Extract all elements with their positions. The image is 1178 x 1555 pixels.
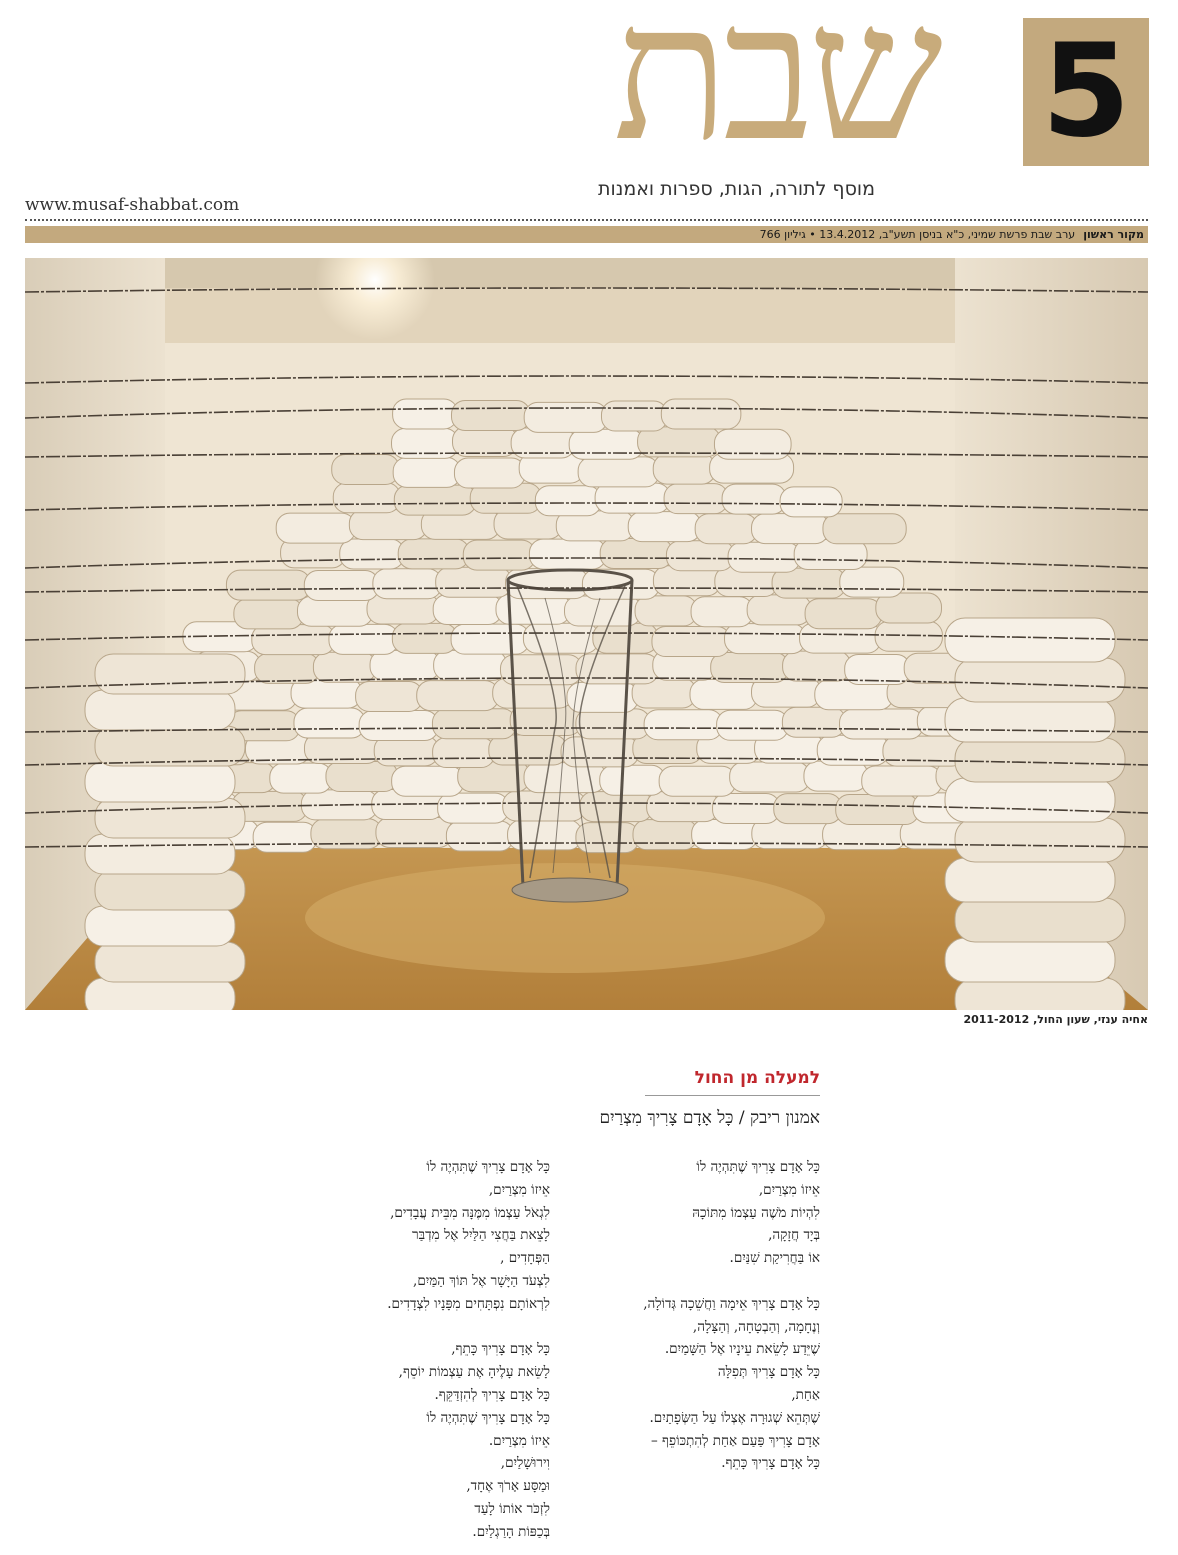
website-link[interactable]: www.musaf-shabbat.com bbox=[25, 195, 240, 215]
poem-line: כָּל אָדָם צָרִיךְ שֶׁתִּהְיֶה לוֹ bbox=[696, 1159, 820, 1175]
poem-line: אוֹ בַּחֲרִיקַת שִׁנַּיִם. bbox=[729, 1250, 820, 1267]
poem-line: הַפְּחָדִים , bbox=[500, 1250, 550, 1267]
masthead bbox=[0, 0, 1178, 241]
poem-heading: אמנון ריבק / כָּל אָדָם צָרִיךְ מִצְרַיִם bbox=[599, 1108, 820, 1128]
poem-line: כָּל אָדָם צָרִיךְ שֶׁתִּהְיֶה לוֹ bbox=[426, 1409, 550, 1426]
dateline-bar bbox=[25, 226, 1148, 243]
poem-line: וּמַסָּע אָרֹךְ אֶחָד, bbox=[466, 1478, 550, 1495]
poem-line: וְנֶחָמָה, וְהַבְטָחָה, וְהַצָּלָה, bbox=[692, 1318, 820, 1335]
poem-line: לָשֵׂאת עָלֶיהָ אֶת עַצְמוֹת יוֹסֵף, bbox=[398, 1364, 550, 1381]
poem-line: שֶׁיֵּדַע לָשֵׂאת עֵינָיו אֶל הַשָּׁמַיִם. bbox=[664, 1341, 820, 1358]
poem-line: לִהְיוֹת מֹשֶׁה עַצְמוֹ מִתּוֹכָהּ bbox=[692, 1204, 820, 1221]
poem-line: לָצֵאת בַּחֲצִי הַלַּיִל אֶל מִדְבַּר bbox=[412, 1227, 550, 1244]
poem-line: בְּכַפּוֹת הָרַגְלַיִם. bbox=[472, 1523, 550, 1540]
poem-line: כָּל אָדָם צָרִיךְ כָּתֵף, bbox=[451, 1341, 550, 1358]
photo-caption: אחיה ענזי, שעון החול, 2011-2012 bbox=[963, 1013, 1148, 1026]
poem-line: לִצְעֹד הַיָּשָׁר אֶל תּוֹךְ הַמַּיִם, bbox=[413, 1272, 550, 1289]
poem-line: וִירוּשָׁלַיִם, bbox=[500, 1455, 550, 1472]
magazine-title: שבת bbox=[613, 0, 937, 183]
dotted-divider bbox=[25, 219, 1148, 221]
newspaper-name: מקור ראשון bbox=[1083, 228, 1144, 241]
poem-column-right bbox=[580, 1156, 820, 1475]
section-title: למעלה מן החול bbox=[694, 1068, 820, 1088]
poem-line: אֵיזוֹ מִצְרַיִם. bbox=[488, 1432, 550, 1449]
poem-line bbox=[370, 1316, 550, 1339]
poem-line: לִגְאֹל עַצְמוֹ מִמֶּנָּה מִבֵּית עֲבָדִים, bbox=[390, 1204, 550, 1221]
poem-line: אַחַת, bbox=[791, 1386, 820, 1403]
poem-line: שֶׁתְּהֵא שְׁגוּרָה אֶצְלוֹ עַל הַשְּׂפָתַיִם. bbox=[649, 1409, 820, 1426]
poem-column-left bbox=[370, 1156, 550, 1544]
poem-line: בְּיָד חֲזָקָה, bbox=[768, 1227, 820, 1244]
poem-line: כָּל אָדָם צָרִיךְ תְּפִלָּה bbox=[717, 1364, 820, 1381]
poem-line: כָּל אָדָם צָרִיךְ כָּתֵף. bbox=[721, 1455, 820, 1472]
sandbag-installation-image bbox=[25, 258, 1148, 1010]
poem-line: אֵיזוֹ מִצְרַיִם, bbox=[488, 1181, 550, 1198]
tagline: מוסף לתורה, הגות, ספרות ואמנות bbox=[598, 178, 875, 200]
poem-line: כָּל אָדָם צָרִיךְ אֵימָה וַחֲשֵׁכָה גְּדוֹלָה, bbox=[643, 1295, 820, 1312]
issue-number: 5 bbox=[1041, 17, 1131, 166]
dateline-text: ערב שבת פרשת שמיני, כ"א בניסן תשע"ב, 13.4.2012 • גיליון 766 bbox=[759, 228, 1076, 241]
poem-line: כָּל אָדָם צָרִיךְ שֶׁתִּהְיֶה לוֹ bbox=[426, 1159, 550, 1175]
section-divider bbox=[645, 1095, 820, 1096]
poem-line: אֵיזוֹ מִצְרַיִם, bbox=[758, 1181, 820, 1198]
poem-line bbox=[580, 1270, 820, 1293]
poem-line: כָּל אָדָם צָרִיךְ לְהִזְדַּקֵּף. bbox=[434, 1386, 550, 1403]
poem-line: לִרְאוֹתָם נִפְתָּחִים מִפָּנָיו לִצְדָדִים. bbox=[387, 1295, 550, 1312]
poem-line: אָדָם צָרִיךְ פַּעַם אַחַת לְהִתְכּוֹפֵף – bbox=[651, 1432, 820, 1449]
poem-line: לִזְכֹּר אוֹתוֹ לָעַד bbox=[474, 1500, 550, 1517]
artwork-photo bbox=[25, 258, 1148, 1010]
